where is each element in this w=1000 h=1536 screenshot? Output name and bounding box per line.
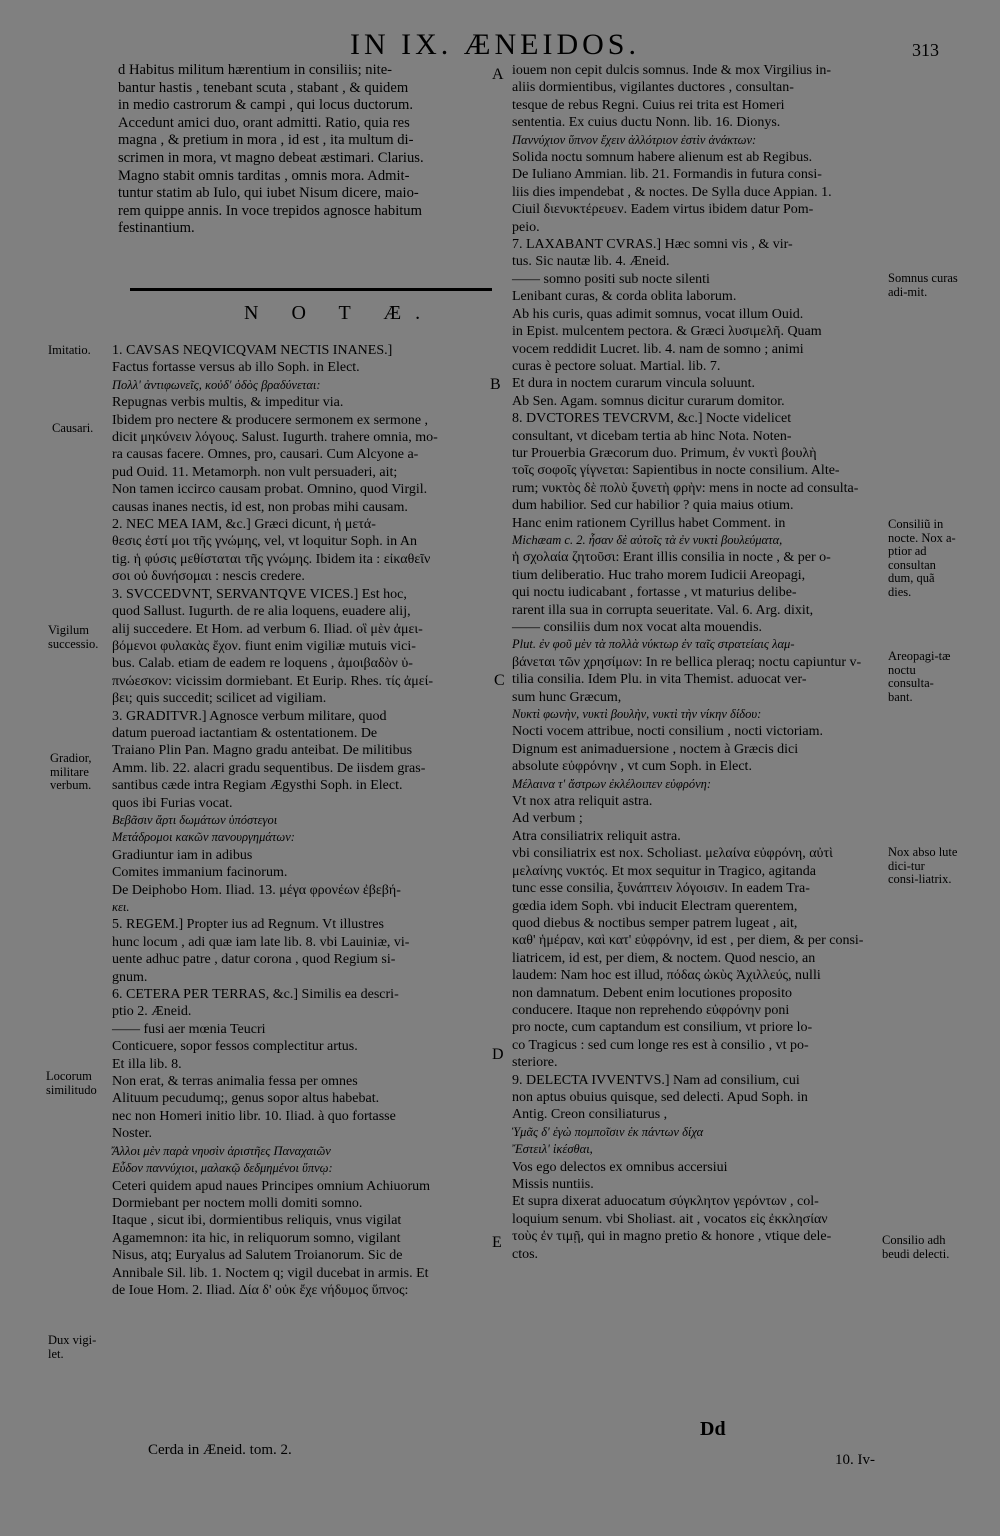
- note-line: aliis dormientibus, vigilantes ductores , consultan-: [512, 80, 794, 96]
- note-line: quod diebus & noctibus semper patrem lugeat , ait,: [512, 915, 798, 931]
- section-letter-d: D: [492, 1046, 504, 1063]
- note-line: Ὑμᾶς δ' ἐγὼ πομποῖσιν ἐκ πάντων δίχα: [512, 1124, 704, 1139]
- note-line: Plut. ἐν φοῦ μὲν τὰ πολλὰ νύκτωρ ἐν ταῖς στρατείαις λαμ-: [512, 637, 795, 652]
- note-line: dicit μηκύνειν λόγους. Salust. Iugurth. trahere omnia, mo-: [112, 430, 438, 446]
- note-line: Lenibant curas, & corda oblita laborum.: [512, 289, 737, 305]
- note-line: Alituum pecudumq;, genus sopor altus habebat.: [112, 1091, 380, 1107]
- note-line: τοῖς σοφοῖς γίγνεται: Sapientibus in nocte consilium. Alte-: [512, 463, 840, 479]
- note-line: Non erat, & terras animalia fessa per omnes: [112, 1074, 358, 1090]
- note-line: Ab his curis, quas adimit somnus, vocat illum Ouid.: [512, 306, 804, 322]
- note-line: Solida noctu somnum habere alienum est ab Regibus.: [512, 150, 813, 166]
- note-line: santibus cæde intra Regiam Ægysthi Soph. in Elect.: [112, 778, 403, 794]
- note-line: peio.: [512, 219, 540, 235]
- note-line: Βεβᾶσιν ἄρτι δωμάτων ὑπόστεγοι: [112, 812, 278, 827]
- note-line: conducere. Itaque non reprehendo εὐφρόνην poni: [512, 1002, 790, 1018]
- margin-note-locorum: Locorum similitudo: [46, 1069, 97, 1097]
- margin-note-delecti: Consilio adh beudi delecti.: [882, 1233, 950, 1261]
- note-line: non aptus obuius quisque, sed delecti. Apud Soph. in: [512, 1089, 808, 1105]
- note-line: θεσις ἐστί μοι τῆς γνώμης, vel, vt loquitur Soph. in An: [112, 534, 417, 550]
- note-line: κει.: [112, 900, 130, 914]
- note-line: Μετάδρομοι κακῶν πανουργημάτων:: [112, 830, 295, 845]
- note-line: 5. REGEM.] Propter ius ad Regnum. Vt illustres: [112, 917, 384, 933]
- note-line: Ibidem pro nectere & producere sermonem ex sermone ,: [112, 412, 429, 428]
- note-line: De Deiphobo Hom. Iliad. 13. μέγα φρονέων ἐβεβή-: [112, 882, 401, 898]
- note-line: Atra consiliatrix reliquit astra.: [512, 828, 681, 844]
- note-line: 3. SVCCEDVNT, SERVANTQVE VICES.] Est hoc,: [112, 586, 407, 602]
- note-line: tus. Sic nautæ lib. 4. Æneid.: [512, 254, 670, 270]
- text-line: in medio castrorum & campi , qui locus ductorum.: [118, 97, 414, 114]
- note-line: 7. LAXABANT CVRAS.] Hæc somni vis , & vir-: [512, 237, 793, 253]
- note-line: μελαίνης νυκτός. Et mox sequitur in Tragico, agitanda: [512, 863, 816, 879]
- note-line: co Tragicus : sed cum longe res est à consilio , vt po-: [512, 1037, 809, 1053]
- note-line: vocem reddidit Lucret. lib. 4. nam de somno ; animi: [512, 341, 804, 357]
- note-line: in Epist. mulcentem pectora. & Græci λυσιμελῆ. Quam: [512, 324, 822, 340]
- note-line: 9. DELECTA IVVENTVS.] Nam ad consilium, cui: [512, 1072, 800, 1088]
- note-line: Εὗδον παννύχιοι, μαλακῷ δεδμημένοι ὕπνῳ:: [112, 1161, 333, 1176]
- note-line: gnum.: [112, 969, 148, 985]
- note-line: Ceteri quidem apud naues Principes omnium Achiuorum: [112, 1178, 431, 1194]
- note-line: σοι οὐ δυνήσομαι : nescis credere.: [112, 569, 305, 585]
- note-line: laudem: Nam hoc est illud, πόδας ὠκὺς Ἀχιλλεύς, nulli: [512, 968, 821, 984]
- note-line: —— consiliis dum nox vocat alta mouendis.: [512, 620, 763, 635]
- text-line: magna , & pretium in mora , id est , ita multum di-: [118, 132, 414, 149]
- text-line: rem quippe annis. In voce trepidos agnosce habitum: [118, 202, 422, 219]
- note-line: Νυκτὶ φωνὴν, νυκτὶ βουλὴν, νυκτὶ τὴν νίκην δίδου:: [512, 707, 762, 722]
- note-line: βόμενοι φυλακὰς ἔχον. fiunt enim vigiliæ mutuis vici-: [112, 638, 416, 654]
- note-line: pud Ouid. 11. Metamorph. non vult persuaderi, ait;: [112, 464, 398, 480]
- section-letter-e: E: [492, 1234, 502, 1251]
- note-line: Μέλαινα τ' ἄστρων ἐκλέλοιπεν εὐφρόνη:: [512, 776, 711, 791]
- note-line: Ciuil διενυκτέρευεν. Eadem virtus ibidem datur Pom-: [512, 202, 814, 218]
- note-line: ptio 2. Æneid.: [112, 1004, 192, 1020]
- note-line: steriore.: [512, 1055, 558, 1071]
- margin-note-vigilum: Vigilum successio.: [48, 623, 99, 651]
- margin-note-areopagitae: Areopagi-tæ noctu consulta-bant.: [888, 649, 951, 704]
- note-line: Amm. lib. 22. alacri gradu sequentibus. De iisdem gras-: [112, 760, 426, 776]
- note-line: consultant, vt dicebam tertia ab hinc Nota. Noten-: [512, 428, 792, 444]
- margin-note-dux: Dux vigi-let.: [48, 1333, 97, 1361]
- note-line: bus. Calab. etiam de eadem re loquens , ἀμοιβαδὸν ὑ-: [112, 656, 413, 672]
- note-line: Πολλ' ἀντιφωνεῖς, κοὐδ' ὁδὸς βραδύνεται:: [112, 377, 321, 392]
- left-column-intro: [118, 62, 496, 238]
- text-line: scrimen in mora, vt magno debeat æstimari. Clarius.: [118, 149, 424, 166]
- note-line: pro nocte, cum captandum est consilium, vt priore lo-: [512, 1020, 813, 1036]
- note-line: gœdia idem Soph. vbi inducit Electram querentem,: [512, 898, 798, 914]
- margin-note-gradior: Gradior, militare verbum.: [50, 751, 92, 792]
- note-line: Conticuere, sopor fessos complectitur artus.: [112, 1039, 358, 1055]
- section-letter-a: A: [492, 66, 504, 83]
- note-line: Et illa lib. 8.: [112, 1056, 182, 1072]
- note-line: —— somno positi sub nocte silenti: [512, 271, 710, 287]
- margin-note-nox: Nox abso lute dici-tur consi-liatrix.: [888, 845, 958, 886]
- note-line: non damnatum. Debent enim locutiones proposito: [512, 985, 792, 1001]
- note-line: Factus fortasse versus ab illo Soph. in Elect.: [112, 360, 360, 376]
- note-line: qui noctu iudicabant , fortasse , vt maturius delibe-: [512, 585, 797, 601]
- margin-note-somnus: Somnus curas adi-mit.: [888, 271, 958, 299]
- note-line: Agamemnon: ita hic, in reliquorum somno, vigilant: [112, 1230, 401, 1246]
- running-title: IN IX. ÆNEIDOS.: [350, 28, 640, 61]
- note-line: tur Prouerbia Græcorum duo. Primum, ἐν νυκτὶ βουλὴ: [512, 445, 817, 461]
- page-number: 313: [912, 40, 939, 60]
- note-line: loquium senum. vbi Sholiast. ait , vocatos εἰς ἐκκλησίαν: [512, 1211, 828, 1227]
- note-line: rum; νυκτὸς δὲ πολὺ ξυνετὴ φρὴν: mens in nocte ad consulta-: [512, 480, 859, 496]
- note-line: nec non Homeri initio libr. 10. Iliad. à quo fortasse: [112, 1108, 396, 1124]
- note-line: De Iuliano Ammian. lib. 21. Formandis in futura consi-: [512, 167, 822, 183]
- margin-note-consilium: Consiliũ in nocte. Nox a-ptior ad consultan dum, quã dies.: [888, 517, 956, 599]
- note-line: ἡ σχολαία ζητοῦσι: Erant illis consilia in nocte , & per o-: [512, 550, 831, 566]
- note-line: Ad verbum ;: [512, 811, 583, 827]
- note-line: 2. NEC MEA IAM, &c.] Græci dicunt, ἡ μετά-: [112, 517, 376, 533]
- note-line: Michæam c. 2. ἦσαν δὲ αὐτοῖς τὰ ἐν νυκτὶ βουλεύματα,: [512, 532, 783, 547]
- note-line: uente adhuc patre , datur corona , quod Regium si-: [112, 952, 396, 968]
- note-line: liis dies impendebat , & noctes. De Sylla duce Appian. 1.: [512, 184, 832, 200]
- note-line: Vt nox atra reliquit astra.: [512, 794, 653, 810]
- text-line: Magno stabit omnis tarditas , omnis mora. Admit-: [118, 167, 410, 184]
- note-line: Vos ego delectos ex omnibus accersiui: [512, 1159, 728, 1175]
- note-line: liatricem, id est, per diem, & noctem. Quod nescio, an: [512, 950, 816, 966]
- note-line: absolute εὐφρόνην , vt cum Soph. in Elect.: [512, 759, 752, 775]
- note-line: Comites immanium facinorum.: [112, 865, 288, 881]
- text-line: d Habitus militum hærentium in consiliis; nite-: [118, 62, 393, 78]
- note-line: —— fusi aer mœnia Teucri: [112, 1021, 266, 1037]
- note-line: ctos.: [512, 1246, 539, 1262]
- note-line: Missis nuntiis.: [512, 1177, 594, 1192]
- section-letter-c: C: [494, 672, 505, 689]
- note-line: tig. ἡ φύσις μεθίσταται τῆς γνώμης. Ibidem ita : εἰκαθεῖν: [112, 551, 431, 567]
- note-line: tium deliberatio. Huc traho morem Iudicii Areopagi,: [512, 567, 806, 583]
- note-line: καθ' ἡμέραν, καὶ κατ' εὐφρόνην, id est , per diem, & per consi-: [512, 933, 864, 949]
- note-line: πνώεσκον: vicissim dormiebant. Et Eurip. Rhes. τίς ἀμεί-: [112, 673, 434, 689]
- note-line: 6. CETERA PER TERRAS, &c.] Similis ea descri-: [112, 987, 399, 1003]
- note-line: tunc esse consilia, ξυνάπτειν λόγοισιν. In eadem Tra-: [512, 881, 810, 897]
- text-line: bantur hastis , tenebant scuta , stabant , & quidem: [118, 79, 409, 96]
- right-column: [512, 62, 884, 1263]
- note-line: Gradiuntur iam in adibus: [112, 847, 253, 863]
- note-line: 8. DVCTORES TEVCRVM, &c.] Nocte videlicet: [512, 411, 792, 427]
- margin-note-imitatio: Imitatio.: [48, 343, 91, 357]
- section-heading: N O T Æ.: [244, 302, 435, 324]
- note-line: Ἄλλοι μὲν παρὰ νηυσὶν ἀριστῆες Παναχαιῶν: [112, 1143, 331, 1158]
- divider-rule: [130, 288, 492, 291]
- note-line: Itaque , sicut ibi, dormientibus reliquis, vnus vigilat: [112, 1213, 402, 1229]
- note-line: Traiano Plin Pan. Magno gradu anteibat. De militibus: [112, 743, 413, 759]
- note-line: βει; quis succedit; scilicet ad vigiliam.: [112, 691, 327, 707]
- note-line: Ἔστειλ' ἱκέσθαι,: [512, 1142, 593, 1157]
- note-line: βάνεται τῶν χρησίμων: In re bellica pleraq; noctu capiuntur v-: [512, 654, 862, 670]
- note-line: 1. CAVSAS NEQVICQVAM NECTIS INANES.]: [112, 343, 393, 358]
- note-line: Hanc enim rationem Cyrillus habet Comment. in: [512, 515, 786, 531]
- note-line: Et supra dixerat aduocatum σύγκλητον γερόντων , col-: [512, 1194, 819, 1210]
- note-line: Non tamen iccirco causam probat. Omnino, quod Virgil.: [112, 482, 428, 498]
- note-line: rarent illa sua in corrupta seueritate. Val. 6. Arg. dixit,: [512, 602, 814, 618]
- note-line: tilia consilia. Idem Plu. in vita Themist. aduocat ver-: [512, 672, 807, 688]
- note-line: hunc locum , adi quæ iam late lib. 8. vbi Lauiniæ, vi-: [112, 934, 410, 950]
- note-line: Noster.: [112, 1126, 153, 1142]
- text-line: festinantium.: [118, 220, 195, 237]
- note-line: sententia. Ex cuius ductu Nonn. lib. 16. Dionys.: [512, 115, 781, 131]
- note-line: Nisus, atq; Euryalus ad Salutem Troianorum. Sic de: [112, 1248, 403, 1264]
- note-line: vbi consiliatrix est nox. Scholiast. μελαίνα εὐφρόνη, αὐτὶ: [512, 846, 833, 862]
- note-line: Ab Sen. Agam. somnus dicitur curarum domitor.: [512, 393, 785, 409]
- note-line: curas è pectore soluat. Martial. lib. 7.: [512, 358, 721, 374]
- catchword: 10. Iv-: [835, 1452, 875, 1468]
- note-line: datum pueroad iactantiam & ostentationem. De: [112, 725, 378, 741]
- note-line: Repugnas verbis multis, & impeditur via.: [112, 395, 344, 411]
- note-line: ra causas facere. Omnes, pro, causari. Cum Alcyone a-: [112, 447, 419, 463]
- note-line: tesque de rebus Regni. Cuius rei trita est Homeri: [512, 97, 785, 113]
- left-column-notes: [112, 342, 496, 1299]
- section-letter-b: B: [490, 376, 501, 393]
- note-line: quos ibi Furias vocat.: [112, 795, 233, 811]
- note-line: alij succedere. Et Hom. ad verbum 6. Iliad. οἳ μὲν ἀμει-: [112, 621, 423, 637]
- note-line: Et dura in noctem curarum vincula soluunt.: [512, 376, 755, 392]
- note-line: τοὺς ἐν τιμῇ, qui in magno pretio & honore , vtique dele-: [512, 1229, 832, 1245]
- note-line: iouem non cepit dulcis somnus. Inde & mox Virgilius in-: [512, 63, 832, 78]
- text-line: Accedunt amici duo, orant admitti. Ratio, quia res: [118, 114, 410, 131]
- note-line: quod Sallust. Iugurth. de re alia loquens, euadere alij,: [112, 604, 411, 620]
- margin-note-causari: Causari.: [52, 421, 94, 435]
- text-line: tuntur statim ab Iulo, qui iubet Nisum dicere, maio-: [118, 185, 419, 202]
- note-line: sum hunc Græcum,: [512, 689, 622, 705]
- footer-left: Cerda in Æneid. tom. 2.: [148, 1442, 292, 1458]
- note-line: 3. GRADITVR.] Agnosce verbum militare, quod: [112, 708, 387, 724]
- note-line: dum habilior. Sed cur habilior ? quia maius otium.: [512, 498, 794, 514]
- note-line: Dignum est animaduersione , noctem à Græcis dici: [512, 741, 799, 757]
- note-line: Antig. Creon consiliaturus ,: [512, 1107, 668, 1123]
- note-line: Παννύχιον ὕπνον ἔχειν ἀλλότριον ἐστὶν ἀνάκτων:: [512, 132, 757, 147]
- note-line: Nocti vocem attribue, nocti consilium , nocti victoriam.: [512, 724, 824, 740]
- signature-mark: Dd: [700, 1418, 726, 1440]
- note-line: Annibale Sil. lib. 1. Noctem q; vigil ducebat in armis. Et: [112, 1265, 429, 1281]
- note-line: de Ioue Hom. 2. Iliad. Δία δ' οὐκ ἔχε νήδυμος ὕπνος:: [112, 1282, 409, 1298]
- note-line: Dormiebant per noctem molli domiti somno.: [112, 1195, 363, 1211]
- note-line: causas inanes nectis, id est, non probas mihi causam.: [112, 499, 408, 515]
